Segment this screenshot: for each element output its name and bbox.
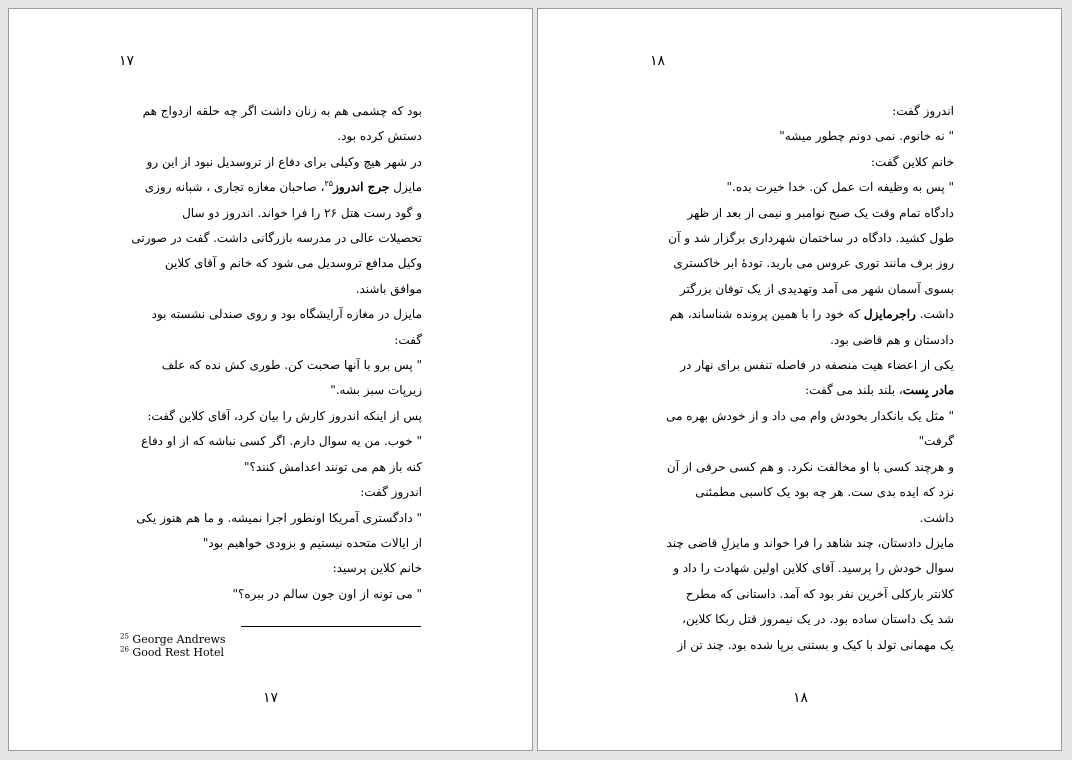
footnote-text: George Andrews (132, 633, 226, 646)
page-number-bottom: ۱۸ (793, 690, 809, 706)
page-number-top: ۱۸ (650, 53, 666, 69)
text-run: که خود را با همین پرونده شناساند، هم (669, 307, 864, 322)
text-line: داشت. (919, 510, 954, 525)
text-line: شد یک داستان ساده بود. در یک نیمروز قتل ربکا کلاین، (682, 612, 954, 627)
text-run: داشت. (915, 307, 954, 322)
text-line: از ایالات متحده نیستیم و بزودی خواهیم بود" (202, 535, 422, 550)
page-number-top: ۱۷ (119, 53, 135, 69)
text-line: زیرپات سبز بشه." (330, 383, 422, 398)
text-line: " می تونه از اون جون سالم در ببره؟" (232, 586, 422, 601)
text-line: مایزل دادستان، چند شاهد را فرا خواند و مایزلِ قاضی چند (666, 535, 954, 550)
text-line (649, 302, 954, 327)
footnotes (120, 633, 226, 659)
text-run: مایزل (389, 180, 422, 195)
text-line (118, 175, 422, 200)
footnote (120, 633, 226, 646)
footnote-ref: ۲۵ (324, 179, 334, 189)
text-line: اندروز گفت: (360, 485, 422, 500)
text-line: مایزل در مغازه آرایشگاه بود و روی صندلی نشسته بود (151, 307, 422, 322)
text-line (649, 378, 954, 403)
text-line: روز برف مانند توری عروس می بارید. تودهٔ ابر خاکستری (673, 256, 954, 271)
footnote-number: 25 (120, 632, 129, 641)
bold-name: مادر بِست (902, 383, 954, 398)
right-page (537, 8, 1062, 751)
text-line: " مثل یک بانکدار بخودش وام می داد و از خودش بهره می (666, 408, 954, 423)
text-line: " دادگستری آمریکا اونطور اجرا نمیشه. و ما هم هنوز یکی (136, 510, 422, 525)
text-line: خانم کلاین گفت: (871, 154, 954, 169)
text-line: نزد که ایده بدی ست. هر چه بود یک کاسبی مطمئنی (695, 485, 954, 500)
text-line: خانم کلاین پرسید: (332, 561, 422, 576)
text-line: پس از اینکه اندروز کارش را بیان کرد، آقای کلاین گفت: (147, 408, 422, 423)
text-line: " خوب. من یه سوال دارم. اگر کسی نباشه که از او دفاع (141, 434, 422, 449)
text-line: در شهر هیچ وکیلی برای دفاع از تروسدیل نبود از این رو (146, 154, 422, 169)
footnote (120, 646, 226, 659)
right-page-text (649, 99, 954, 658)
bold-name: راجرمایزل (863, 307, 916, 322)
text-line: دادگاه تمام وقت یک صبح نوامبر و نیمی از بعد از ظهر (687, 205, 954, 220)
text-line: یکی از اعضاء هیت منصفه در فاصله تنفس برای نهار در (680, 358, 954, 373)
bold-name: جرج اندروز (333, 180, 390, 195)
text-line: وکیل مدافع تروسدیل می شود که خانم و آقای کلاین (164, 256, 422, 271)
text-line: " پس برو با آنها صحبت کن. طوری کش نده که علف (161, 358, 422, 373)
text-line: کنه باز هم می تونند اعدامش کنند؟" (244, 459, 422, 474)
text-line: " پس به وظیفه ات عمل کن. خدا خیرت بده." (726, 180, 954, 195)
text-run: ، صاحبان مغازه تجاری ، شبانه روزی (144, 180, 325, 195)
footnote-divider (241, 626, 421, 627)
footnote-number: 26 (120, 645, 129, 654)
text-line: و هرچند کسی با او مخالفت نکرد. و هم کسی حرفی از آن (666, 459, 954, 474)
text-run: ، بلند بلند می گفت: (805, 383, 903, 398)
text-line: گفت: (394, 332, 422, 347)
text-line: و گود رست هتل ۲۶ را فرا خواند. اندروز دو سال (182, 205, 422, 220)
text-line: دستش کرده بود. (337, 129, 422, 144)
text-line: بسوی آسمان شهر می آمد وتهدیدی از یک توفان بزرگتر (679, 281, 954, 296)
text-line: دادستان و هم قاضی بود. (830, 332, 954, 347)
page-number-bottom: ۱۷ (263, 690, 279, 706)
text-line: کلانتر بارکلی آخرین نفر بود که آمد. داستانی که مطرح (685, 586, 954, 601)
text-line: " نه خانوم. نمی دونم چطور میشه" (779, 129, 954, 144)
text-line: گرفت" (918, 434, 954, 449)
text-line: بود که چشمی هم به زنان داشت اگر چه حلقه ازدواج هم (142, 104, 422, 118)
text-line: اندروز گفت: (892, 104, 954, 118)
text-line: موافق باشند. (355, 281, 422, 296)
text-line: تحصیلات عالی در مدرسه بازرگانی داشت. گفت در صورتی (131, 231, 422, 246)
text-line: طول کشید. دادگاه در ساختمان شهرداری برگزار شد و آن (668, 231, 954, 246)
left-page-text (118, 99, 422, 607)
footnote-text: Good Rest Hotel (132, 646, 225, 659)
left-page (8, 8, 533, 751)
text-line: یک مهمانی تولد با کیک و بستنی برپا شده بود. چند تن از (677, 637, 954, 652)
text-line: سوال خودش را پرسید. آقای کلاین اولین شهادت را داد و (673, 561, 954, 576)
